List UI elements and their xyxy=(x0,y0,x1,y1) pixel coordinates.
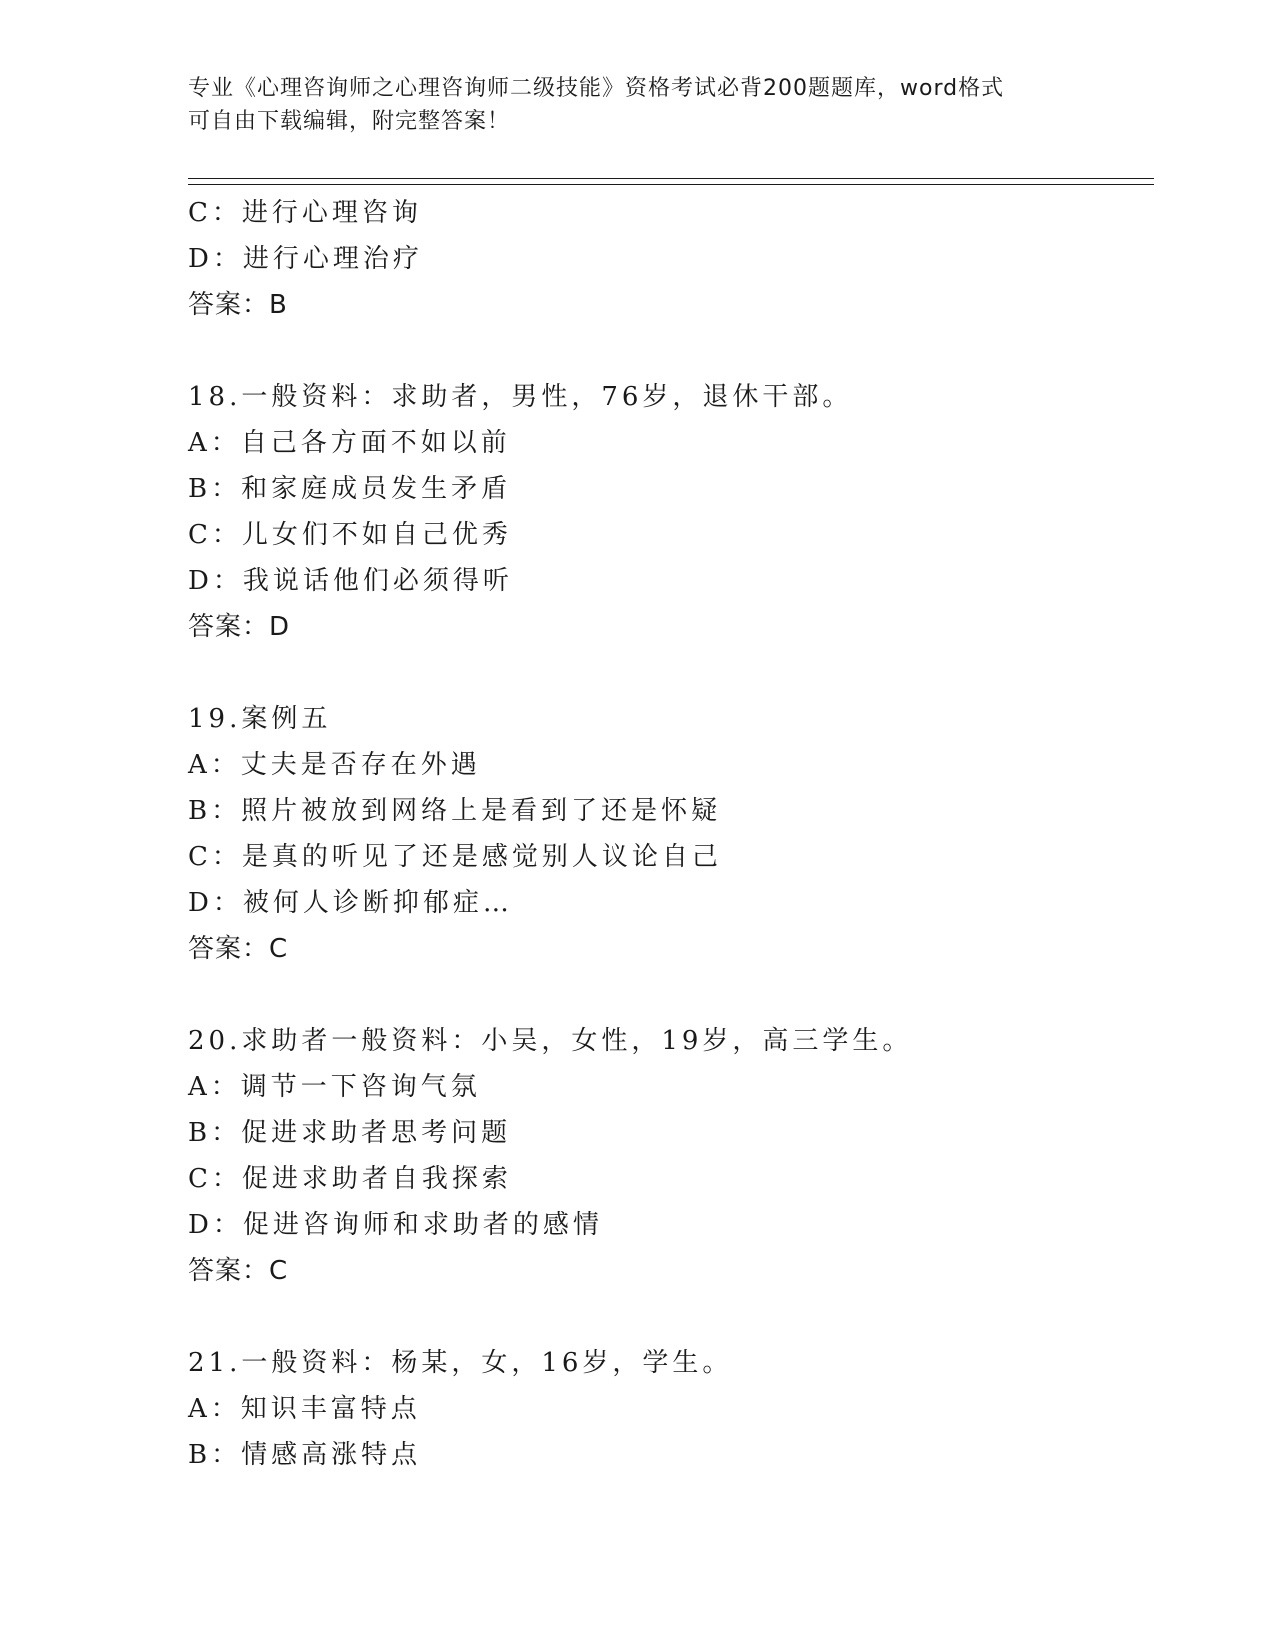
option-d: D：被何人诊断抑郁症… xyxy=(188,888,513,918)
spacer xyxy=(188,972,1148,1018)
option-b: B：和家庭成员发生矛盾 xyxy=(188,474,512,504)
answer-label: 答案：C xyxy=(188,934,289,964)
option-c: C：儿女们不如自己优秀 xyxy=(188,520,512,550)
option-d: D：我说话他们必须得听 xyxy=(188,566,513,596)
option-d: D：促进咨询师和求助者的感情 xyxy=(188,1210,603,1240)
spacer xyxy=(188,650,1148,696)
option-c: C：是真的听见了还是感觉别人议论自己 xyxy=(188,842,722,872)
option-a: A：丈夫是否存在外遇 xyxy=(188,750,481,780)
question-stem: 18.一般资料：求助者，男性，76岁，退休干部。 xyxy=(188,382,853,412)
option-b: B：促进求助者思考问题 xyxy=(188,1118,512,1148)
option-a: A：自己各方面不如以前 xyxy=(188,428,511,458)
question-19 xyxy=(188,696,1148,972)
option-b: B：照片被放到网络上是看到了还是怀疑 xyxy=(188,796,722,826)
spacer xyxy=(188,328,1148,374)
question-list xyxy=(188,190,1148,1478)
document-header xyxy=(188,72,1088,138)
option-a: A：调节一下咨询气氛 xyxy=(188,1072,481,1102)
header-divider-bottom xyxy=(188,184,1154,185)
option-c: C：促进求助者自我探索 xyxy=(188,1164,512,1194)
answer-label: 答案：D xyxy=(188,612,291,642)
header-divider-top xyxy=(188,178,1154,179)
header-title-line-2: 可自由下载编辑，附完整答案！ xyxy=(188,109,511,134)
header-title-line-1: 专业《心理咨询师之心理咨询师二级技能》资格考试必背200题题库，word格式 xyxy=(188,76,1005,101)
question-21 xyxy=(188,1340,1148,1478)
option-c: C：进行心理咨询 xyxy=(188,198,422,228)
question-18 xyxy=(188,374,1148,650)
question-stem: 19.案例五 xyxy=(188,704,332,734)
option-a: A：知识丰富特点 xyxy=(188,1394,421,1424)
question-20 xyxy=(188,1018,1148,1294)
question-stem: 20.求助者一般资料：小吴，女性，19岁，高三学生。 xyxy=(188,1026,913,1056)
answer-label: 答案：B xyxy=(188,290,288,320)
answer-label: 答案：C xyxy=(188,1256,289,1286)
option-d: D：进行心理治疗 xyxy=(188,244,423,274)
question-17-continuation xyxy=(188,190,1148,328)
option-b: B：情感高涨特点 xyxy=(188,1440,422,1470)
question-stem: 21.一般资料：杨某，女，16岁，学生。 xyxy=(188,1348,733,1378)
spacer xyxy=(188,1294,1148,1340)
